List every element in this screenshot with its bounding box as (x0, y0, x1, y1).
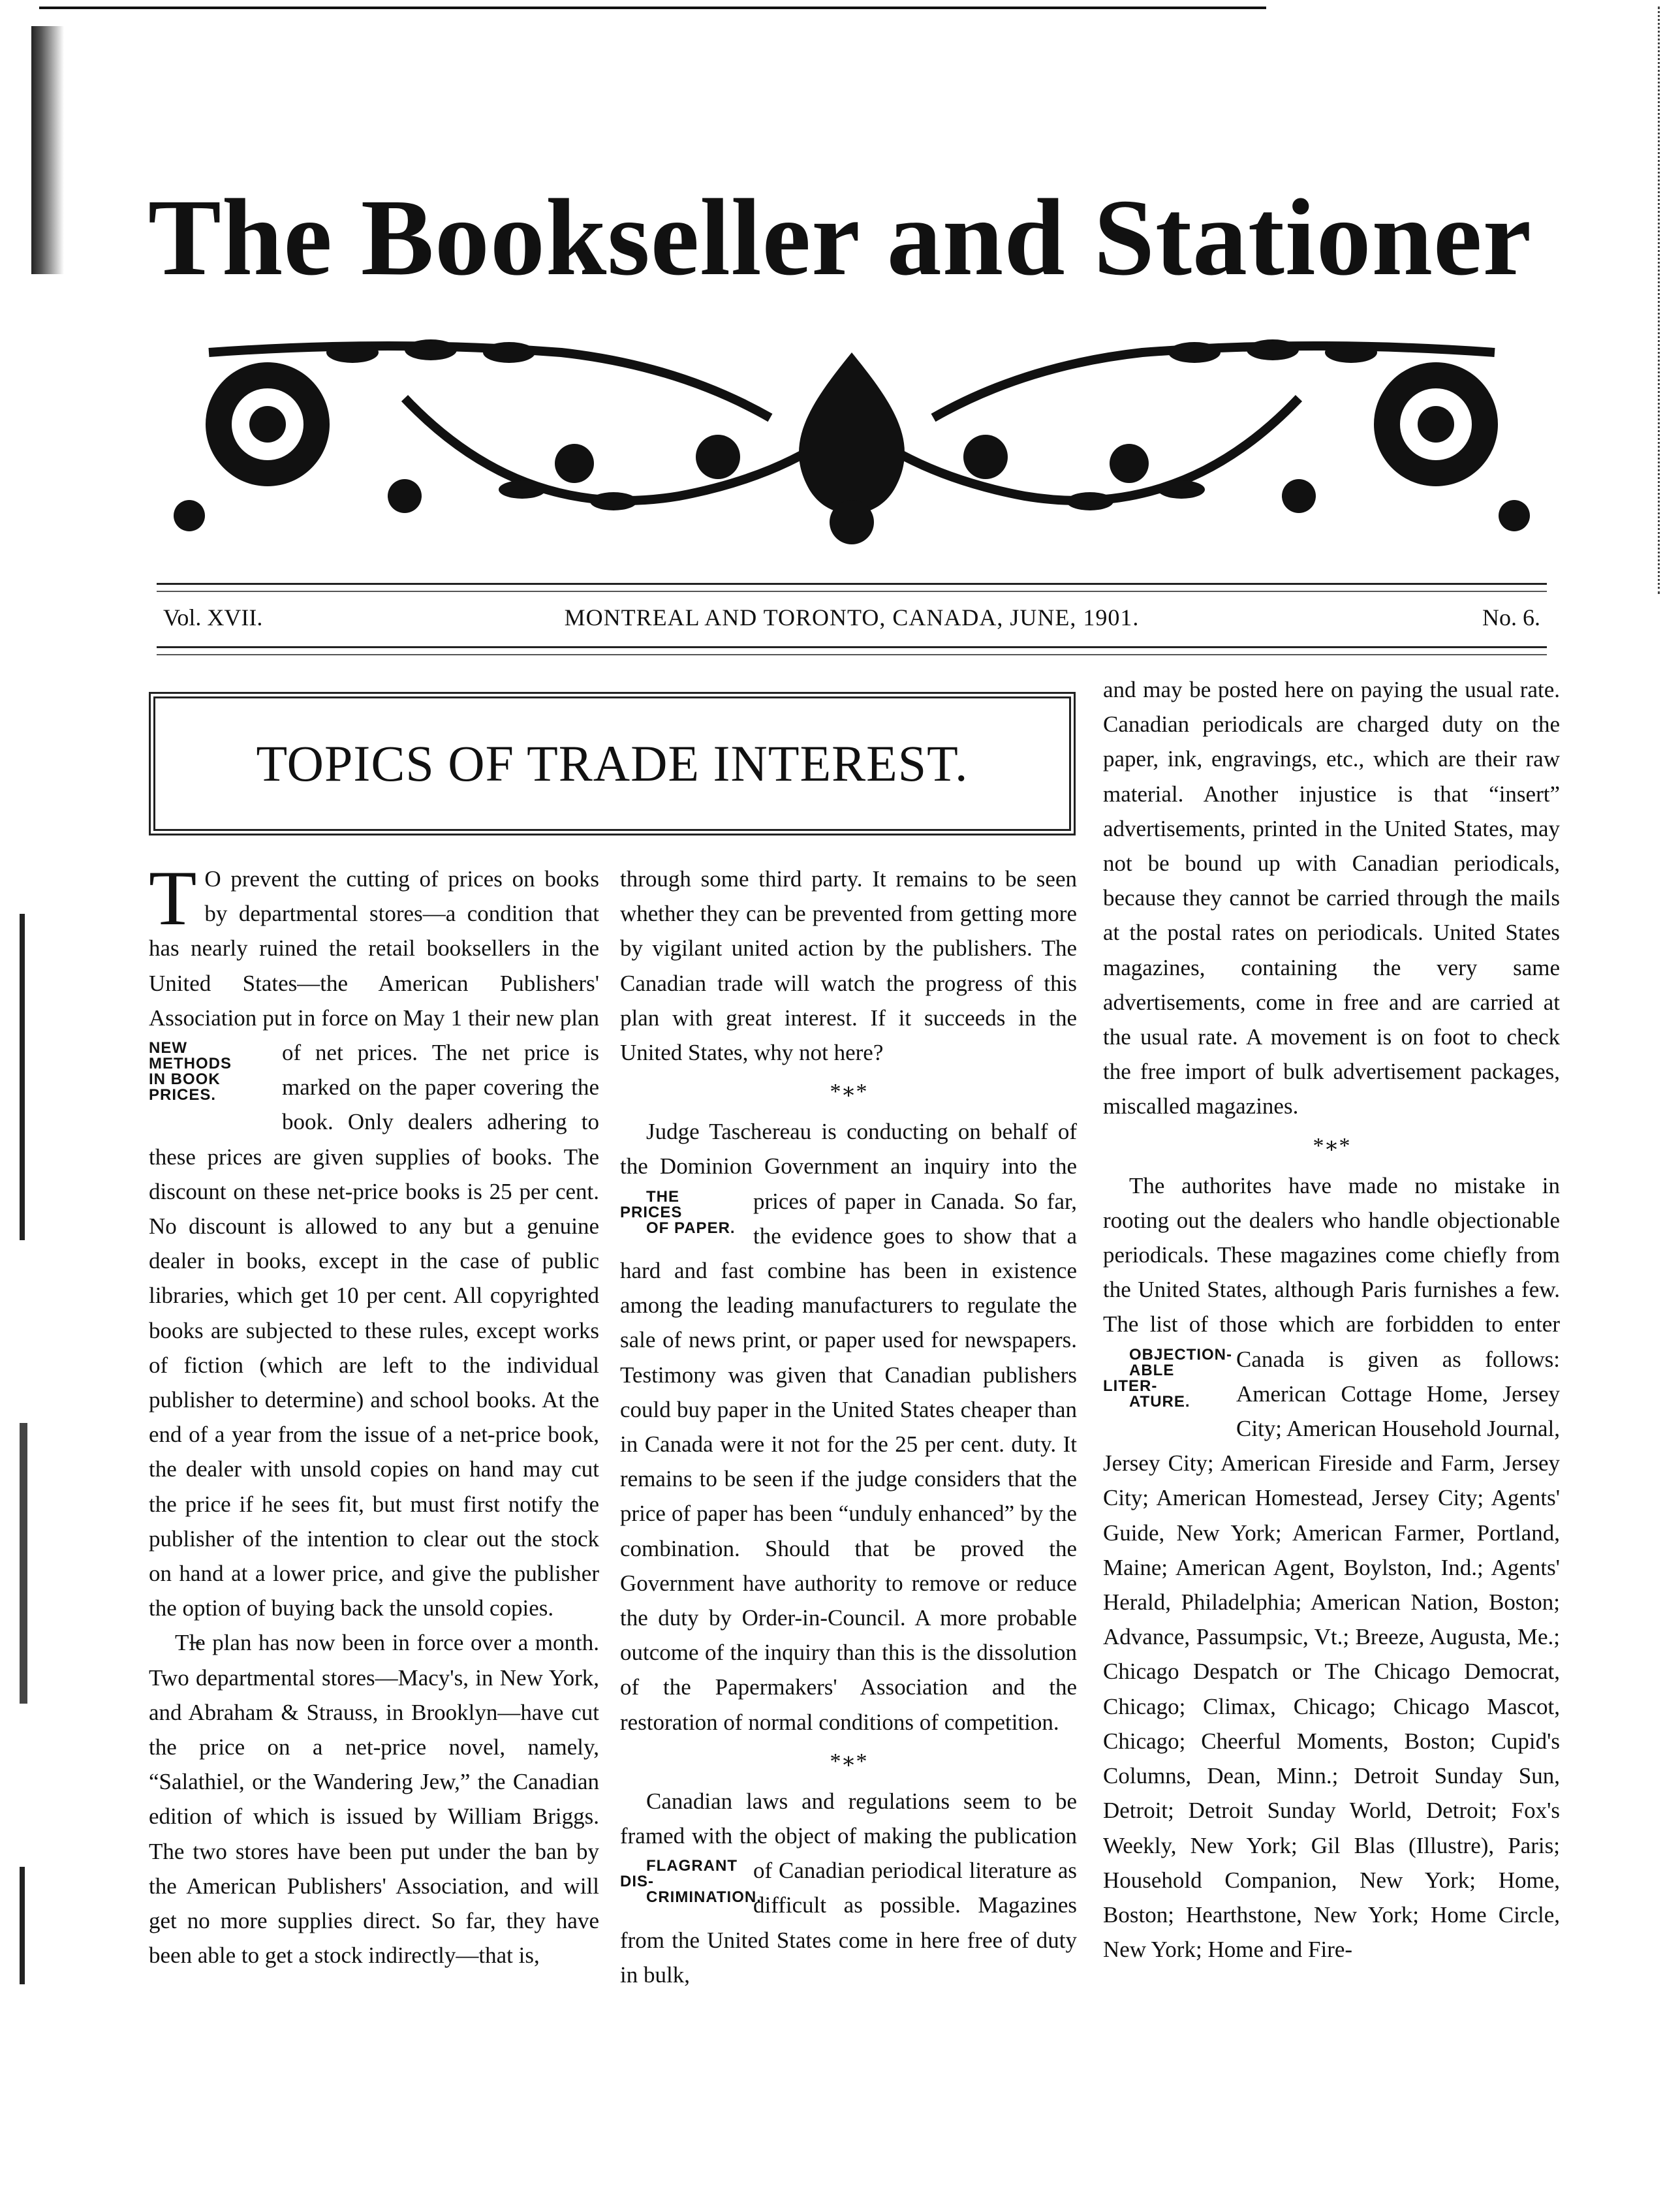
scan-edge-mark (1658, 7, 1662, 594)
drop-cap: T (149, 854, 197, 941)
scan-edge-mark (20, 1423, 27, 1704)
paragraph: T O prevent the cutting of prices on books by departmental stores—a condition that has nearly ruined the retail booksellers in the United States—the American Publishers' Association put in force on May 1 their new plan of net prices. NEW METHODS IN BOOK PRICES. The net price is marked on the paper covering the book. Only dealers adhering to these prices are given supplies of books. The discount on these net-price books is 25 per cent. No discount is allowed to any but a genuine dealer in books, except in the case of public libraries, which get 10 per cent. All copyrighted books are subjected to these rules, except works of fiction (which are left to the individual publisher to determine) and school books. At the end of a year from the issue of a net-price book, the dealer with unsold copies on hand may cut the price if he sees fit, but must first notify the publisher of the intention to clear out the stock on hand at a lower price, and give the publisher the option of buying back the unsold copies. (149, 854, 600, 1621)
place-and-date: MONTREAL AND TORONTO, CANADA, JUNE, 1901. (564, 604, 1140, 631)
side-note-flagrant-discrimination: FLAGRANT DIS- CRIMINATION. (620, 1857, 762, 1907)
header-rule (157, 583, 1547, 585)
scan-edge-mark (20, 914, 25, 1240)
paragraph: and may be posted here on paying the usual rate. Canadian periodicals are charged duty on the paper, ink, engravings, etc., which are their raw material. Another injustice is that “insert” advertisements, printed in the United States, may not be bound up with Canadian periodicals, because they cannot be carried through the mails at the postal rates on periodicals. United States magazines, containing the very same advertisements, come in free and are carried at the usual rate. A movement is on foot to check the free import of bulk advertisement packages, miscalled magazines. (1103, 677, 1560, 1119)
paragraph: Tl̶e plan has now been in force over a month. Two departmental stores—Macy's, in New York, and Abraham & Strauss, in Brooklyn—have cut the price on a net-price novel, namely, “Salathiel, or the Wandering Jew,” the Canadian edition of which is issued by William Briggs. The two stores have been put under the ban by the American Publishers' Association, and will get no more supplies direct. So far, they have been able to get a stock indirectly—that is, (149, 1630, 599, 1969)
side-note-objectionable-literature: OBJECTION- ABLE LITER- ATURE. (1103, 1345, 1233, 1411)
side-note-prices-of-paper: THE PRICES OF PAPER. (620, 1187, 736, 1237)
top-border-rule (39, 7, 1266, 9)
column-2 (620, 862, 1077, 1992)
paragraph: Canadian laws and regulations seem to be framed with the object of making the publication of Canadian periodical literature as FLAGRANT DIS- CRIMINATION. difficult as possible. Magazines from the United States come in here free of duty in bulk, (620, 1788, 1077, 1988)
masthead-title: The Bookseller and Stationer (148, 177, 1532, 298)
side-note-new-methods: NEW METHODS IN BOOK PRICES. (149, 1039, 232, 1104)
paragraph: Judge Taschereau is conducting on behalf of the Dominion Government an inquiry into THE PRICES OF PAPER. the prices of paper in Canada. So far, the evidence goes to show that a hard and fast combine has been in existence among the leading manufacturers to regulate the sale of news print, or paper used for newspapers. Testimony was given that Canadian publishers could buy paper in the United States cheaper than in Canada were it not for the 25 per cent. duty. It remains to be seen if the judge considers that the price of paper has been “unduly enhanced” by the combination. Should that be proved the Government have authority to remove or reduce the duty by Order-in-Council. A more probable outcome of the inquiry than this is the dissolution of the Papermakers' Association and the restoration of normal conditions of competition. (620, 1119, 1077, 1735)
header-rule (157, 591, 1547, 592)
paragraph: through some third party. It remains to be seen whether they can be prevented from getting more by vigilant united action by the publishers. The Canadian trade will watch the progress of this plan with great interest. If it succeeds in the United States, why not here? (620, 866, 1077, 1066)
column-3 (1103, 672, 1560, 1967)
issue-number: No. 6. (1482, 604, 1540, 631)
volume-number: Vol. XVII. (163, 604, 263, 631)
scan-edge-mark (20, 1867, 25, 1984)
asterism: *∗* (830, 1080, 867, 1104)
paragraph: The authorites have made no mistake in rooting out the dealers who handle objectionable periodicals. These magazines come chiefly from the United States, although Paris furnishes a few. The list of those which are forbidden to enter OBJECTION- ABLE LITER- ATURE. Canada is given as follows: American Cottage Home, Jersey City; American Household Journal, Jersey City; American Fireside and Farm, Jersey City; American Homestead, Jersey City; Agents' Guide, New York; American Farmer, Portland, Maine; American Agent, Boylston, Ind.; Agents' Herald, Philadelphia; American Nation, Boston; Advance, Passumpsic, Vt.; Breeze, Augusta, Me.; Chicago Despatch or The Chicago Democrat, Chicago; Climax, Chicago; Chicago Mascot, Chicago; Cheerful Moments, Boston; Cupid's Columns, Dean, Minn.; Detroit Sunday Sun, Detroit; Detroit Sunday World, Detroit; Fox's Weekly, New York; Gil Blas (Illustre), Paris; Household Companion, New York; Home, Boston; Hearthstone, New York; Home Circle, New York; Home and Fire- (1103, 1172, 1560, 1963)
header-rule (157, 646, 1547, 648)
floral-garland-ornament-icon (157, 326, 1547, 548)
section-heading-box (149, 692, 1076, 835)
issue-line (163, 604, 1540, 636)
section-heading: TOPICS OF TRADE INTEREST. (256, 735, 969, 792)
column-1 (149, 854, 600, 1973)
asterism: *∗* (830, 1749, 867, 1773)
asterism: *∗* (1313, 1133, 1350, 1158)
header-rule (157, 654, 1547, 655)
